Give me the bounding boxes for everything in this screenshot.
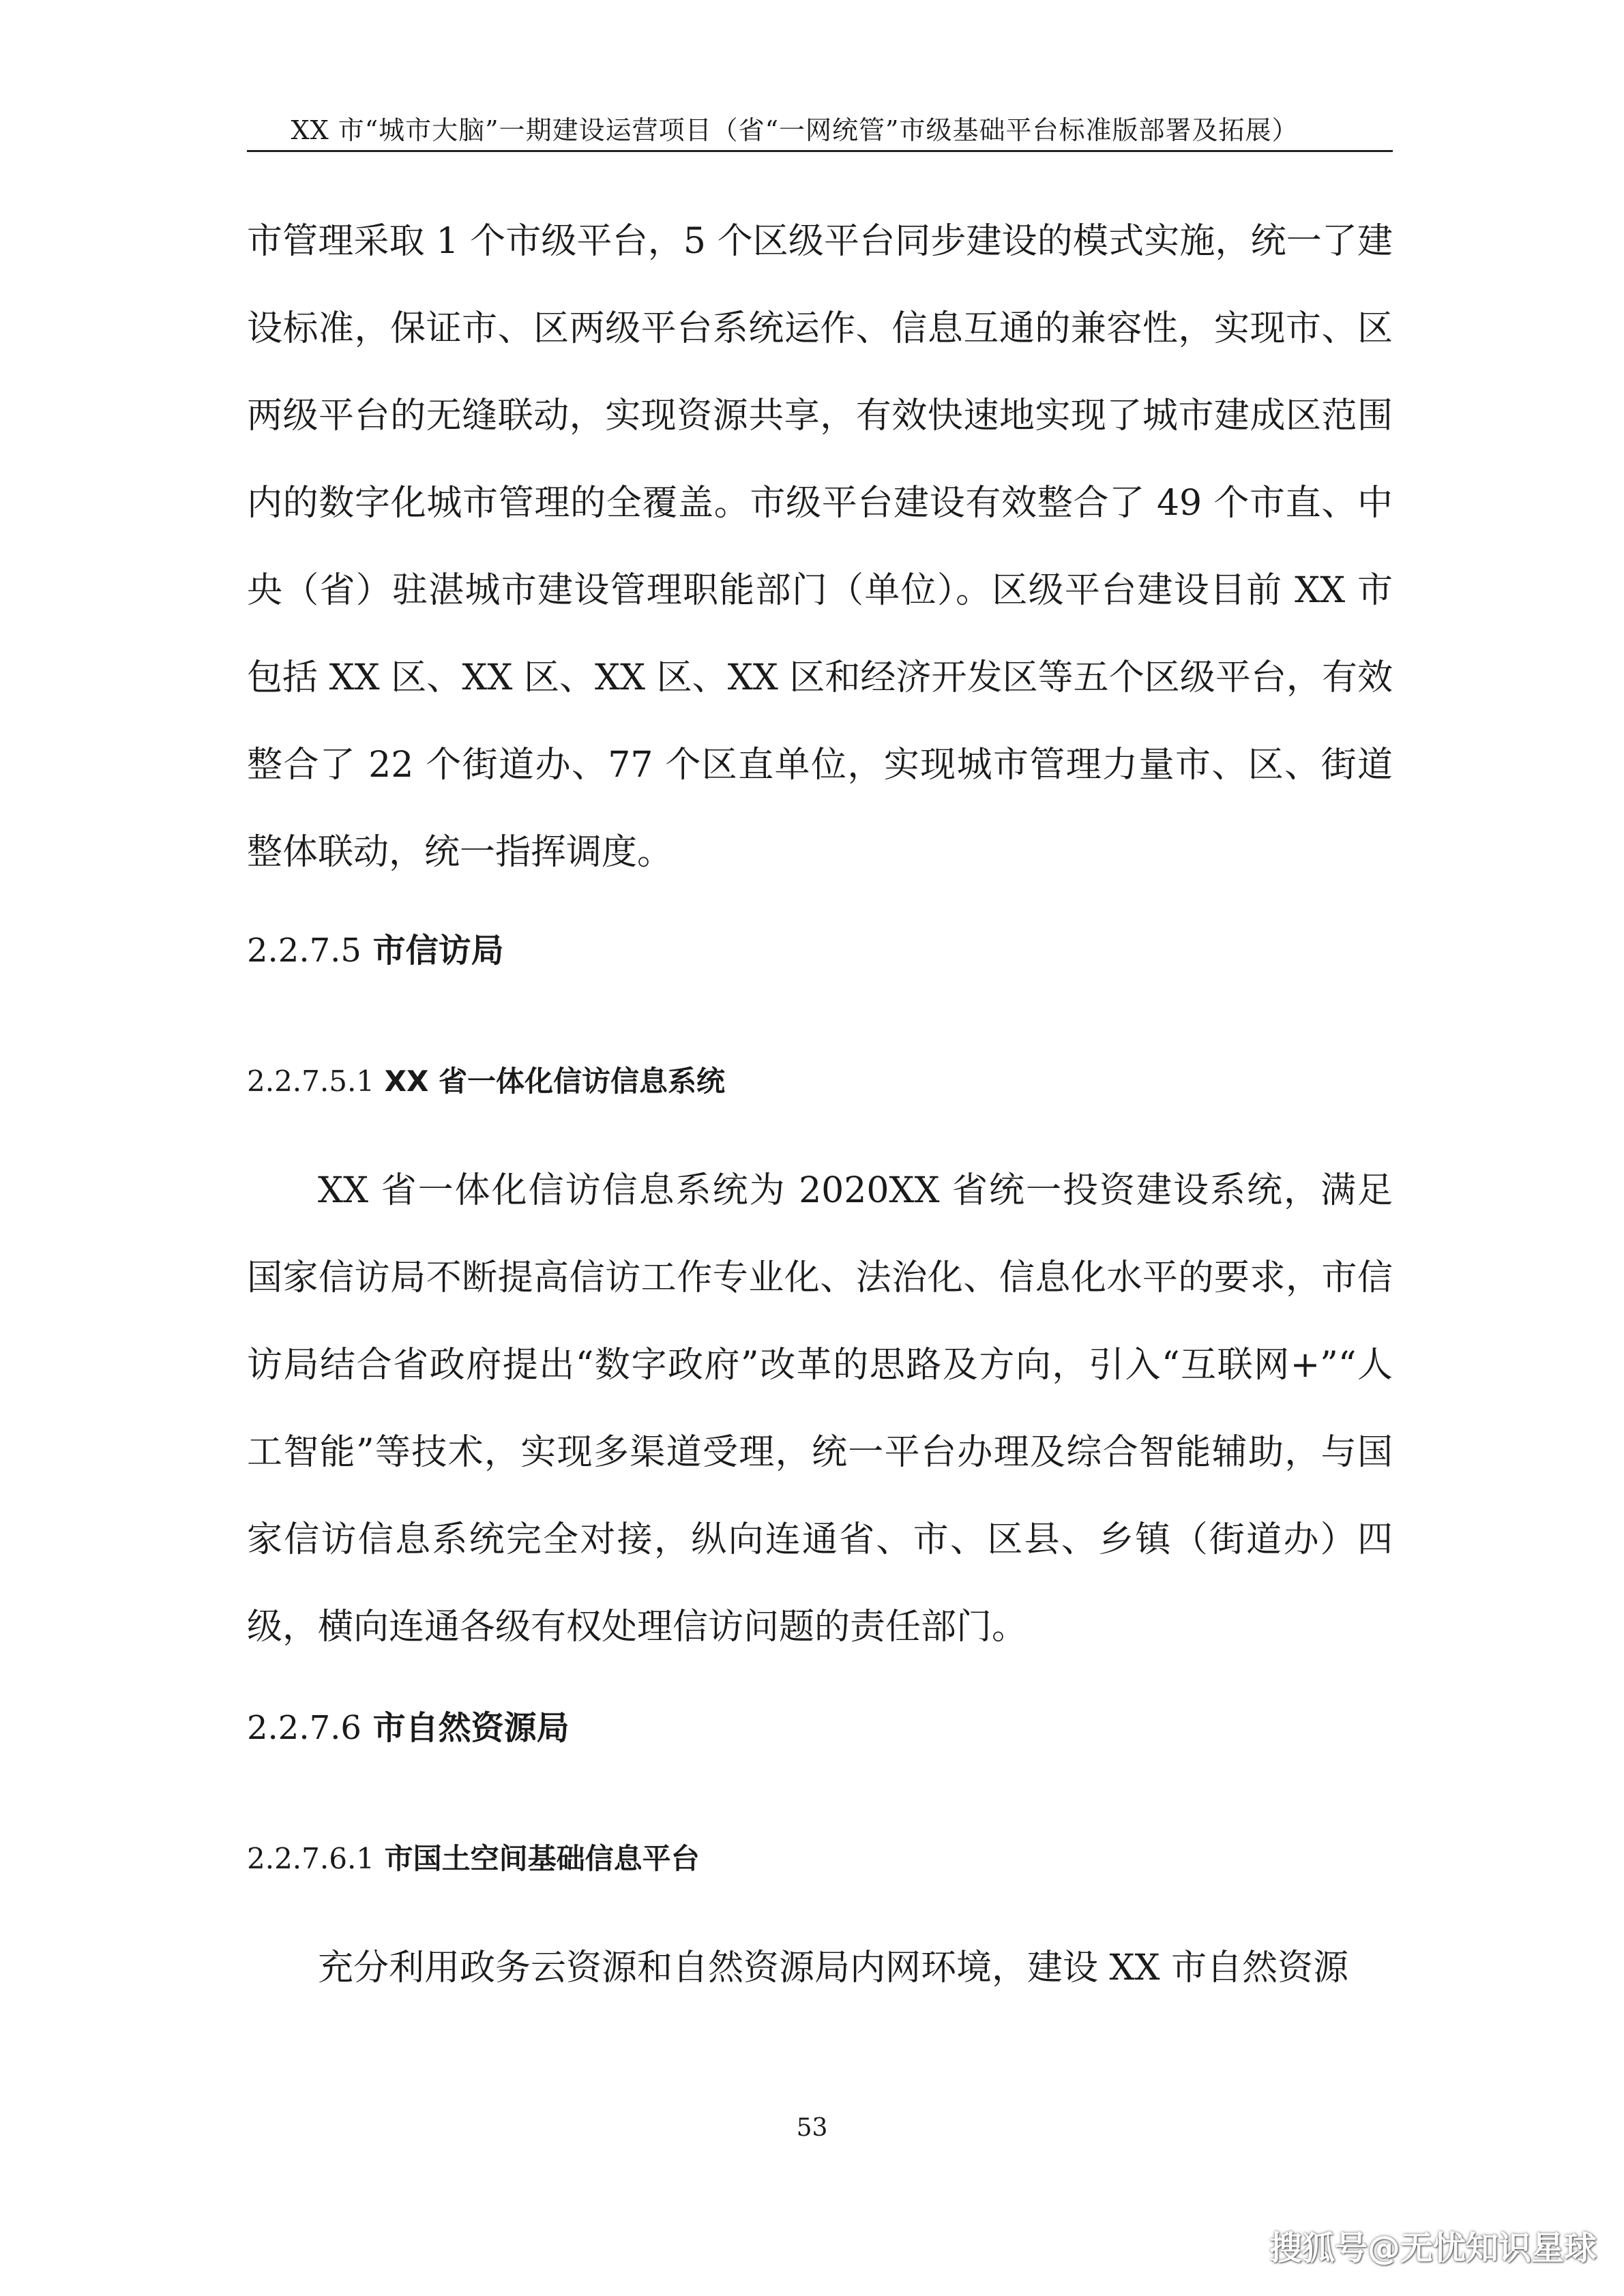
- subsection-heading-petition-system: [247, 1060, 1393, 1103]
- subsection-number: 2.2.7.6.1: [247, 1842, 375, 1875]
- section-title: 市自然资源局: [372, 1709, 570, 1747]
- header-divider: [247, 150, 1393, 152]
- section-heading-natural-resources: [247, 1703, 1393, 1753]
- running-header: XX 市“城市大脑”一期建设运营项目（省“一网统管”市级基础平台标准版部署及拓展）: [291, 115, 1299, 145]
- subsection-title: XX 省一体化信访信息系统: [384, 1064, 726, 1098]
- page-number: 53: [796, 2114, 828, 2142]
- paragraph-petition-system: XX 省一体化信访信息系统为 2020XX 省统一投资建设系统，满足国家信访局不断提高信访工作专业化、法治化、信息化水平的要求，市信访局结合省政府提出“数字政府”改革的思路及方向，引入“互联网+”“人工智能”等技术，实现多渠道受理，统一平台办理及综合智能辅助，与国家信访信息系统完全对接，纵向连通省、市、区县、乡镇（街道办）四级，横向连通各级有权处理信访问题的责任部门。: [247, 1170, 1393, 1648]
- page-body: [247, 198, 1393, 2012]
- subsection-title: 市国土空间基础信息平台: [384, 1842, 700, 1875]
- section-number: 2.2.7.5: [247, 931, 361, 970]
- subsection-number: 2.2.7.5.1: [247, 1064, 375, 1098]
- section-title: 市信访局: [372, 931, 504, 970]
- section-number: 2.2.7.6: [247, 1709, 361, 1747]
- watermark: 搜狐号@无忧知识星球: [1269, 2229, 1597, 2267]
- paragraph-city-management: 市管理采取 1 个市级平台，5 个区级平台同步建设的模式实施，统一了建设标准，保证市、区两级平台系统运作、信息互通的兼容性，实现市、区两级平台的无缝联动，实现资源共享，有效快速地实现了城市建成区范围内的数字化城市管理的全覆盖。市级平台建设有效整合了 49 个市直、中央（省）驻湛城市建设管理职能部门（单位）。区级平台建设目前 XX 市包括 XX 区、XX 区、XX 区、XX 区和经济开发区等五个区级平台，有效整合了 22 个街道办、77 个区直单位，实现城市管理力量市、区、街道整体联动，统一指挥调度。: [247, 221, 1393, 873]
- section-heading-petition-bureau: [247, 926, 1393, 975]
- subsection-heading-land-space-platform: [247, 1837, 1393, 1881]
- paragraph-natural-resources: 充分利用政务云资源和自然资源局内网环境，建设 XX 市自然资源: [318, 1948, 1349, 1988]
